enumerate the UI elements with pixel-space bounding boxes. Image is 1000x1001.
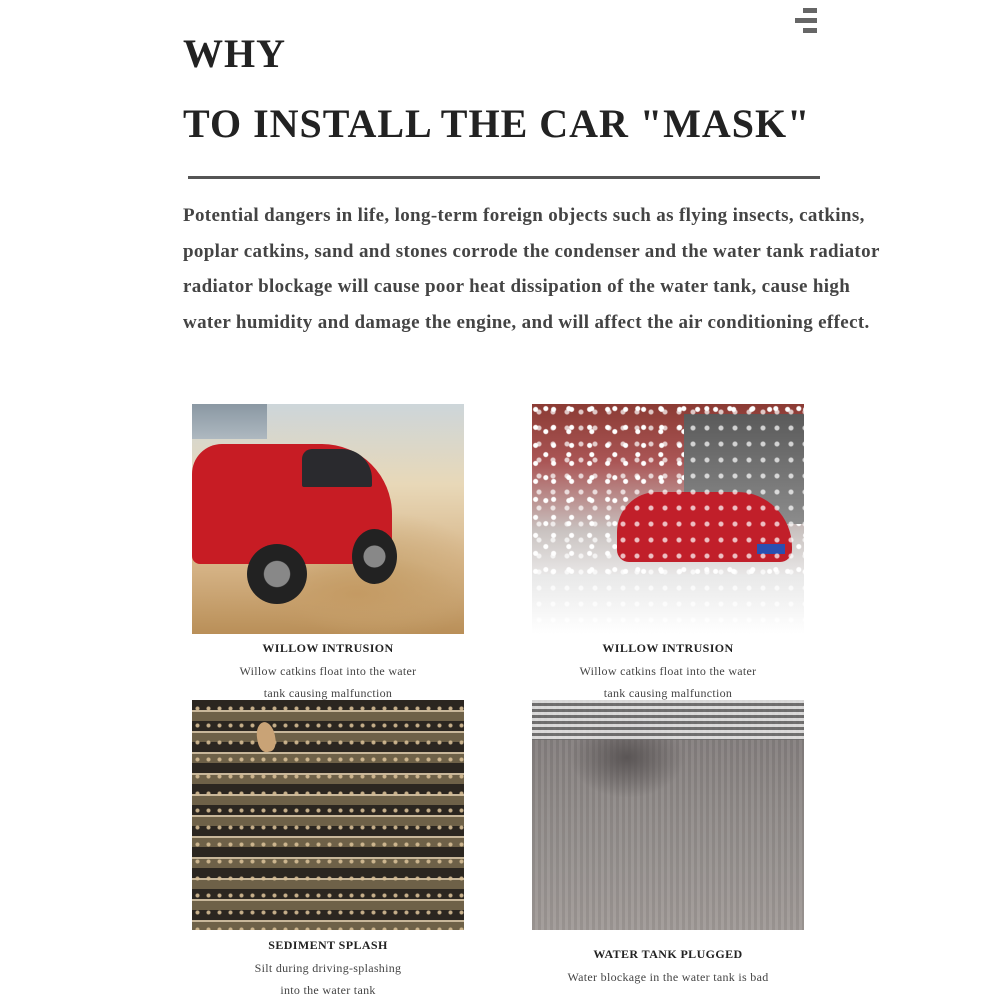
card-water-tank-plugged bbox=[532, 700, 804, 988]
card-willow-intrusion-1 bbox=[192, 404, 464, 704]
card-title: WILLOW INTRUSION bbox=[602, 641, 734, 655]
photo-red-suv-dust bbox=[192, 404, 464, 634]
card-caption-line: into the water tank bbox=[280, 983, 376, 997]
card-title: WATER TANK PLUGGED bbox=[593, 947, 743, 961]
photo-plugged-condenser bbox=[532, 700, 804, 930]
card-willow-intrusion-2 bbox=[532, 404, 804, 704]
card-caption-line: Willow catkins float into the water bbox=[239, 664, 417, 678]
card-caption-line: tank causing malfunction bbox=[263, 686, 393, 700]
photo-radiator-debris bbox=[192, 700, 464, 930]
card-title: WILLOW INTRUSION bbox=[262, 641, 394, 655]
page-title-why: WHY bbox=[183, 31, 286, 76]
menu-icon[interactable] bbox=[795, 8, 817, 38]
page-title-main: TO INSTALL THE CAR "MASK" bbox=[183, 101, 811, 146]
card-caption-line: Silt during driving-splashing bbox=[254, 961, 402, 975]
card-title: SEDIMENT SPLASH bbox=[268, 938, 388, 952]
card-caption-line: tank causing malfunction bbox=[603, 686, 733, 700]
card-sediment-splash bbox=[192, 700, 464, 1001]
card-caption-line: Water blockage in the water tank is bad bbox=[567, 970, 769, 984]
intro-paragraph: Potential dangers in life, long-term foreign objects such as flying insects, catkins, poplar catkins, sand and stones corrode the condenser and the water tank radiator radiator blockage will cause poor heat dissipation of the water tank, cause high water humidity and damage the engine, and will affect the air conditioning effect. bbox=[183, 205, 880, 333]
card-caption-line: Willow catkins float into the water bbox=[579, 664, 757, 678]
photo-red-car-catkins bbox=[532, 404, 804, 634]
title-divider bbox=[188, 176, 820, 179]
